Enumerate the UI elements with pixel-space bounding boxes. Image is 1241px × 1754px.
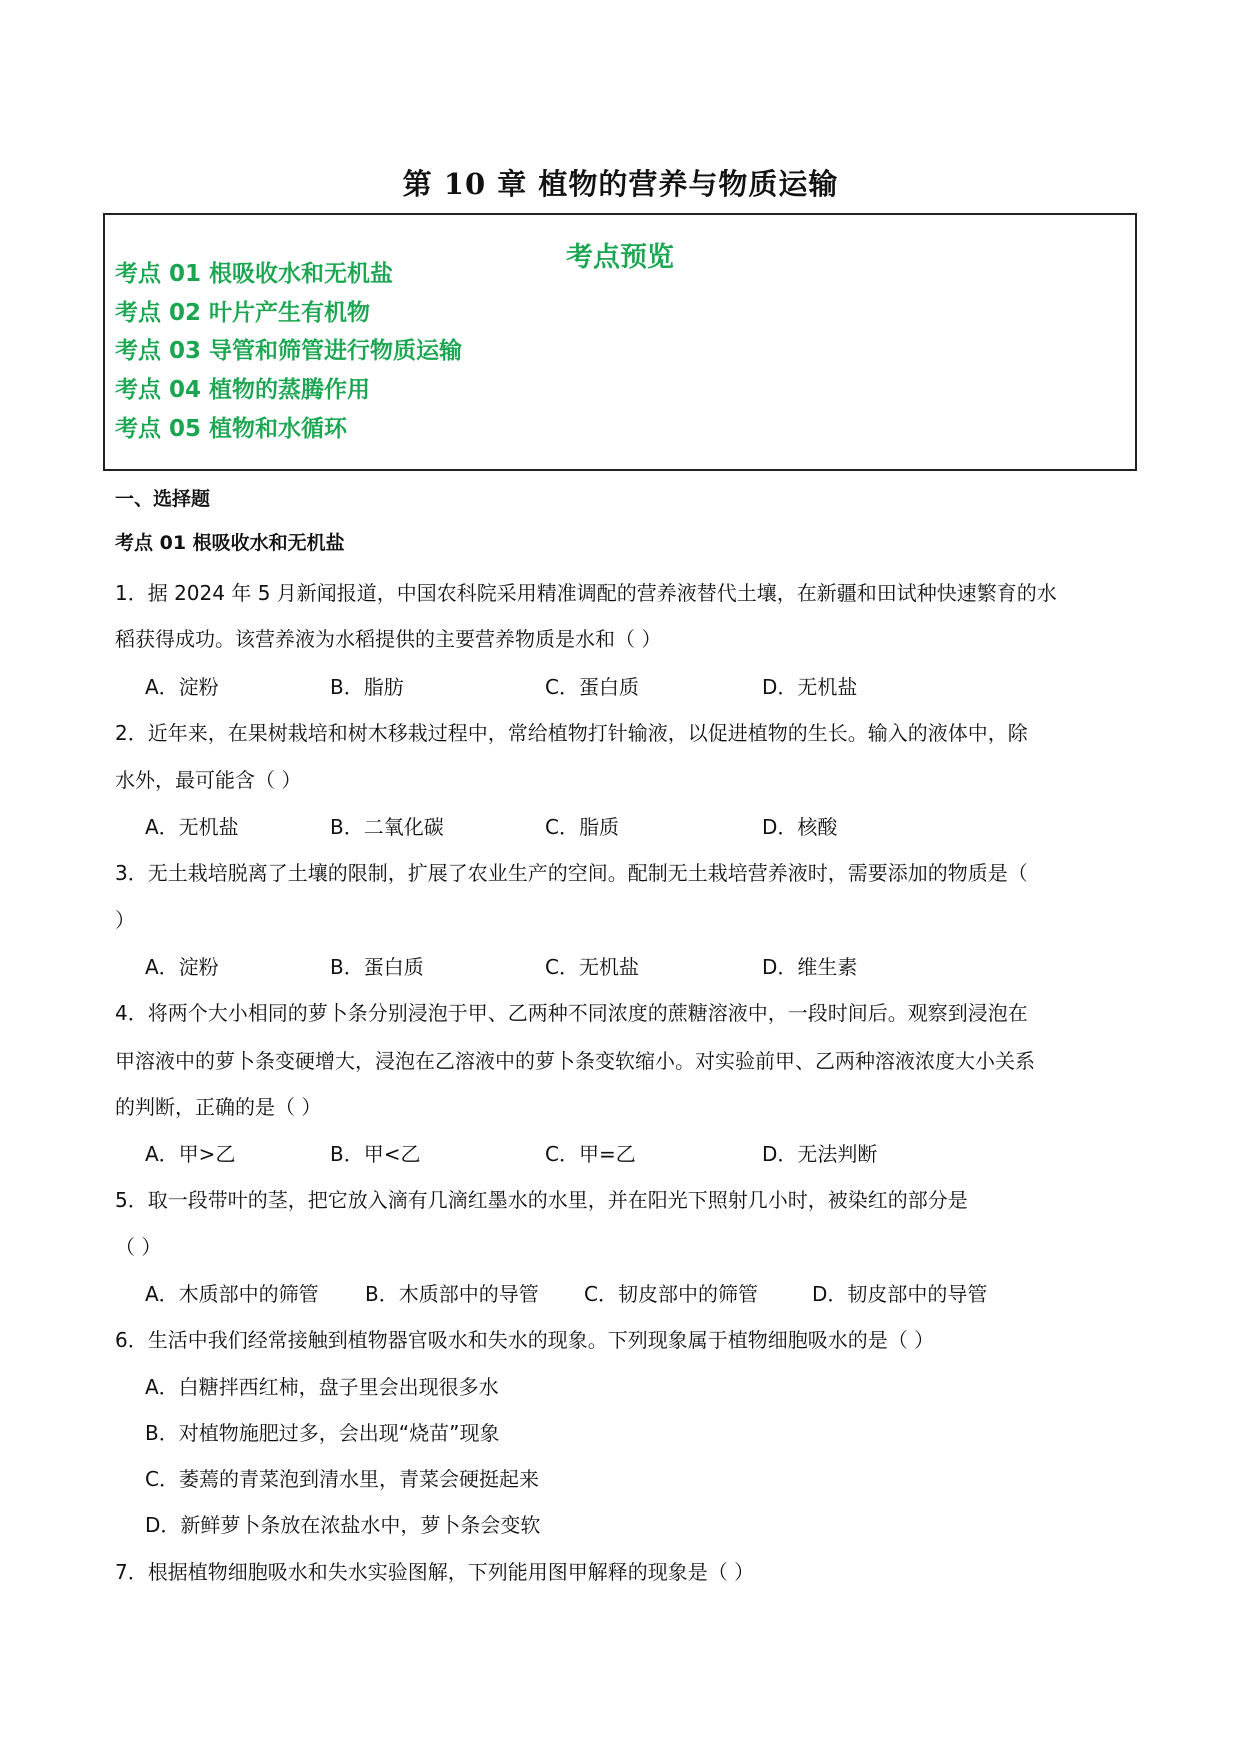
- question-4-option-c: C．甲=乙: [545, 1142, 636, 1166]
- overview-item-1: 考点 01 根吸收水和无机盐: [115, 261, 394, 287]
- question-2-option-a: A．无机盐: [145, 815, 239, 839]
- question-5-line-1: 5．取一段带叶的茎，把它放入滴有几滴红墨水的水里，并在阳光下照射几小时，被染红的部分是: [115, 1188, 968, 1212]
- question-5-line-2: （ ）: [115, 1235, 162, 1259]
- question-3-option-c: C．无机盐: [545, 955, 639, 979]
- question-1-option-b: B．脂肪: [330, 675, 404, 699]
- question-1-option-c: C．蛋白质: [545, 675, 639, 699]
- question-7-line-1: 7．根据植物细胞吸水和失水实验图解，下列能用图甲解释的现象是（ ）: [115, 1560, 755, 1584]
- question-5-option-d: D．韧皮部中的导管: [812, 1282, 988, 1306]
- question-2-option-d: D．核酸: [762, 815, 838, 839]
- question-4-line-3: 的判断，正确的是（ ）: [115, 1095, 322, 1119]
- question-5-option-b: B．木质部中的导管: [365, 1282, 539, 1306]
- question-2-option-c: C．脂质: [545, 815, 619, 839]
- question-6-option-b: B．对植物施肥过多，会出现“烧苗”现象: [145, 1421, 500, 1445]
- question-3-option-a: A．淀粉: [145, 955, 219, 979]
- overview-item-5: 考点 05 植物和水循环: [115, 416, 348, 442]
- question-3-option-b: B．蛋白质: [330, 955, 424, 979]
- question-2-option-b: B．二氧化碳: [330, 815, 444, 839]
- chapter-title: 第 10 章 植物的营养与物质运输: [402, 167, 839, 201]
- question-3-line-1: 3．无土栽培脱离了土壤的限制，扩展了农业生产的空间。配制无土栽培营养液时，需要添加的物质是（: [115, 861, 1028, 885]
- question-4-line-1: 4．将两个大小相同的萝卜条分别浸泡于甲、乙两种不同浓度的蔗糖溶液中，一段时间后。观察到浸泡在: [115, 1001, 1028, 1025]
- question-3-line-2: ）: [115, 908, 135, 932]
- question-6-option-d: D．新鲜萝卜条放在浓盐水中，萝卜条会变软: [145, 1513, 541, 1537]
- question-4-line-2: 甲溶液中的萝卜条变硬增大，浸泡在乙溶液中的萝卜条变软缩小。对实验前甲、乙两种溶液浓度大小关系: [115, 1049, 1035, 1073]
- question-1-option-a: A．淀粉: [145, 675, 219, 699]
- question-6-line-1: 6．生活中我们经常接触到植物器官吸水和失水的现象。下列现象属于植物细胞吸水的是（ ）: [115, 1328, 935, 1352]
- question-4-option-a: A．甲>乙: [145, 1142, 236, 1166]
- question-6-option-c: C．萎蔫的青菜泡到清水里，青菜会硬挺起来: [145, 1467, 539, 1491]
- overview-item-3: 考点 03 导管和筛管进行物质运输: [115, 338, 463, 364]
- question-5-option-a: A．木质部中的筛管: [145, 1282, 319, 1306]
- question-2-line-2: 水外，最可能含（ ）: [115, 768, 302, 792]
- question-4-option-b: B．甲<乙: [330, 1142, 421, 1166]
- topic-heading: 考点 01 根吸收水和无机盐: [115, 532, 345, 554]
- overview-item-4: 考点 04 植物的蒸腾作用: [115, 377, 371, 403]
- question-6-option-a: A．白糖拌西红柿，盘子里会出现很多水: [145, 1375, 499, 1399]
- question-3-option-d: D．维生素: [762, 955, 858, 979]
- question-1-option-d: D．无机盐: [762, 675, 858, 699]
- question-2-line-1: 2．近年来，在果树栽培和树木移栽过程中，常给植物打针输液，以促进植物的生长。输入的液体中，除: [115, 721, 1028, 745]
- question-1-line-2: 稻获得成功。该营养液为水稻提供的主要营养物质是水和（ ）: [115, 627, 662, 651]
- question-4-option-d: D．无法判断: [762, 1142, 878, 1166]
- section-heading: 一、选择题: [115, 488, 211, 510]
- question-1-line-1: 1．据 2024 年 5 月新闻报道，中国农科院采用精准调配的营养液替代土壤，在新疆和田试种快速繁育的水: [115, 581, 1057, 605]
- overview-item-2: 考点 02 叶片产生有机物: [115, 300, 371, 326]
- overview-box: [103, 213, 1137, 471]
- overview-heading: 考点预览: [566, 242, 674, 273]
- question-5-option-c: C．韧皮部中的筛管: [584, 1282, 758, 1306]
